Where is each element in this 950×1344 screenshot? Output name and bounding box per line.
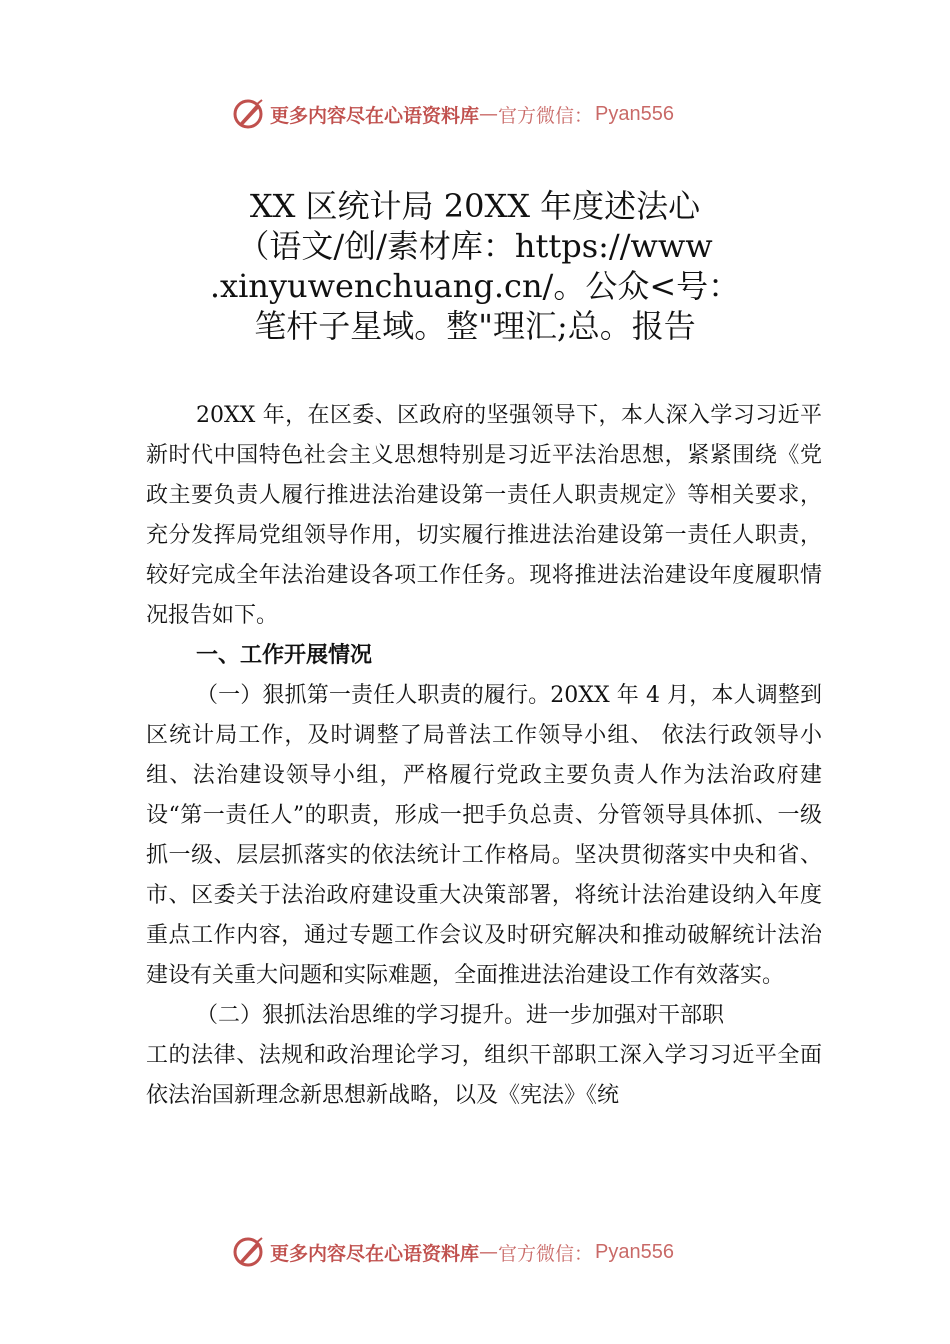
header-watermark — [232, 96, 732, 132]
title-line: XX 区统计局 20XX 年度述法心 — [249, 187, 701, 225]
title-line: .xinyuwenchuang.cn/。公众<号： — [209, 267, 741, 305]
watermark-wechat-id: Pyan556 — [595, 1240, 674, 1263]
title-line: （语文/创/素材库：https://www — [237, 227, 713, 265]
watermark-dash: — — [479, 1241, 499, 1263]
document-body — [146, 396, 822, 1116]
quill-pen-logo-icon — [232, 1235, 266, 1269]
item-lead: （二）狠抓法治思维的学习提升。 — [196, 1003, 527, 1028]
item-paragraph — [146, 996, 822, 1036]
footer-watermark — [232, 1234, 732, 1270]
item-text: 进一步加强对干部职 — [526, 1003, 725, 1028]
title-line: 笔杆子星域。整"理汇;总。报告 — [254, 307, 696, 345]
watermark-dash: — — [479, 103, 499, 125]
watermark-org-text: 更多内容尽在心语资料库 — [270, 1242, 480, 1265]
watermark-wechat-label: 官方微信： — [498, 104, 594, 127]
document-title — [180, 186, 770, 346]
item-lead: （一）狠抓第一责任人职责的履行。 — [196, 683, 551, 708]
quill-pen-logo-icon — [232, 97, 266, 131]
section-heading: 一、工作开展情况 — [196, 643, 373, 668]
item-paragraph — [146, 676, 822, 996]
watermark-org-text: 更多内容尽在心语资料库 — [270, 104, 480, 127]
item-continuation: 工的法律、法规和政治理论学习，组织干部职工深入学习习近平全面依法治国新理念新思想新战略，以及《宪法》《统 — [146, 1043, 822, 1108]
watermark-wechat-label: 官方微信： — [498, 1242, 594, 1265]
item-text: 20XX 年 4 月，本人调整到区统计局工作，及时调整了局普法工作领导小组、 依法行政领导小组、法治建设领导小组，严格履行党政主要负责人作为法治政府建设“第一责任人”的职责，形成一把手负总责、分管领导具体抓、一级抓一级、层层抓落实的依法统计工作格局。坚决贯彻落实中央和省、市、区委关于法治政府建设重大决策部署，将统计法治建设纳入年度重点工作内容，通过专题工作会议及时研究解决和推动破解统计法治建设有关重大问题和实际难题，全面推进法治建设工作有效落实。 — [146, 683, 822, 988]
watermark-wechat-id: Pyan556 — [595, 102, 674, 125]
intro-paragraph: 20XX 年，在区委、区政府的坚强领导下，本人深入学习习近平新时代中国特色社会主义思想特别是习近平法治思想，紧紧围绕《党政主要负责人履行推进法治建设第一责任人职责规定》等相关要求，充分发挥局党组领导作用，切实履行推进法治建设第一责任人职责，较好完成全年法治建设各项工作任务。现将推进法治建设年度履职情况报告如下。 — [146, 403, 822, 628]
